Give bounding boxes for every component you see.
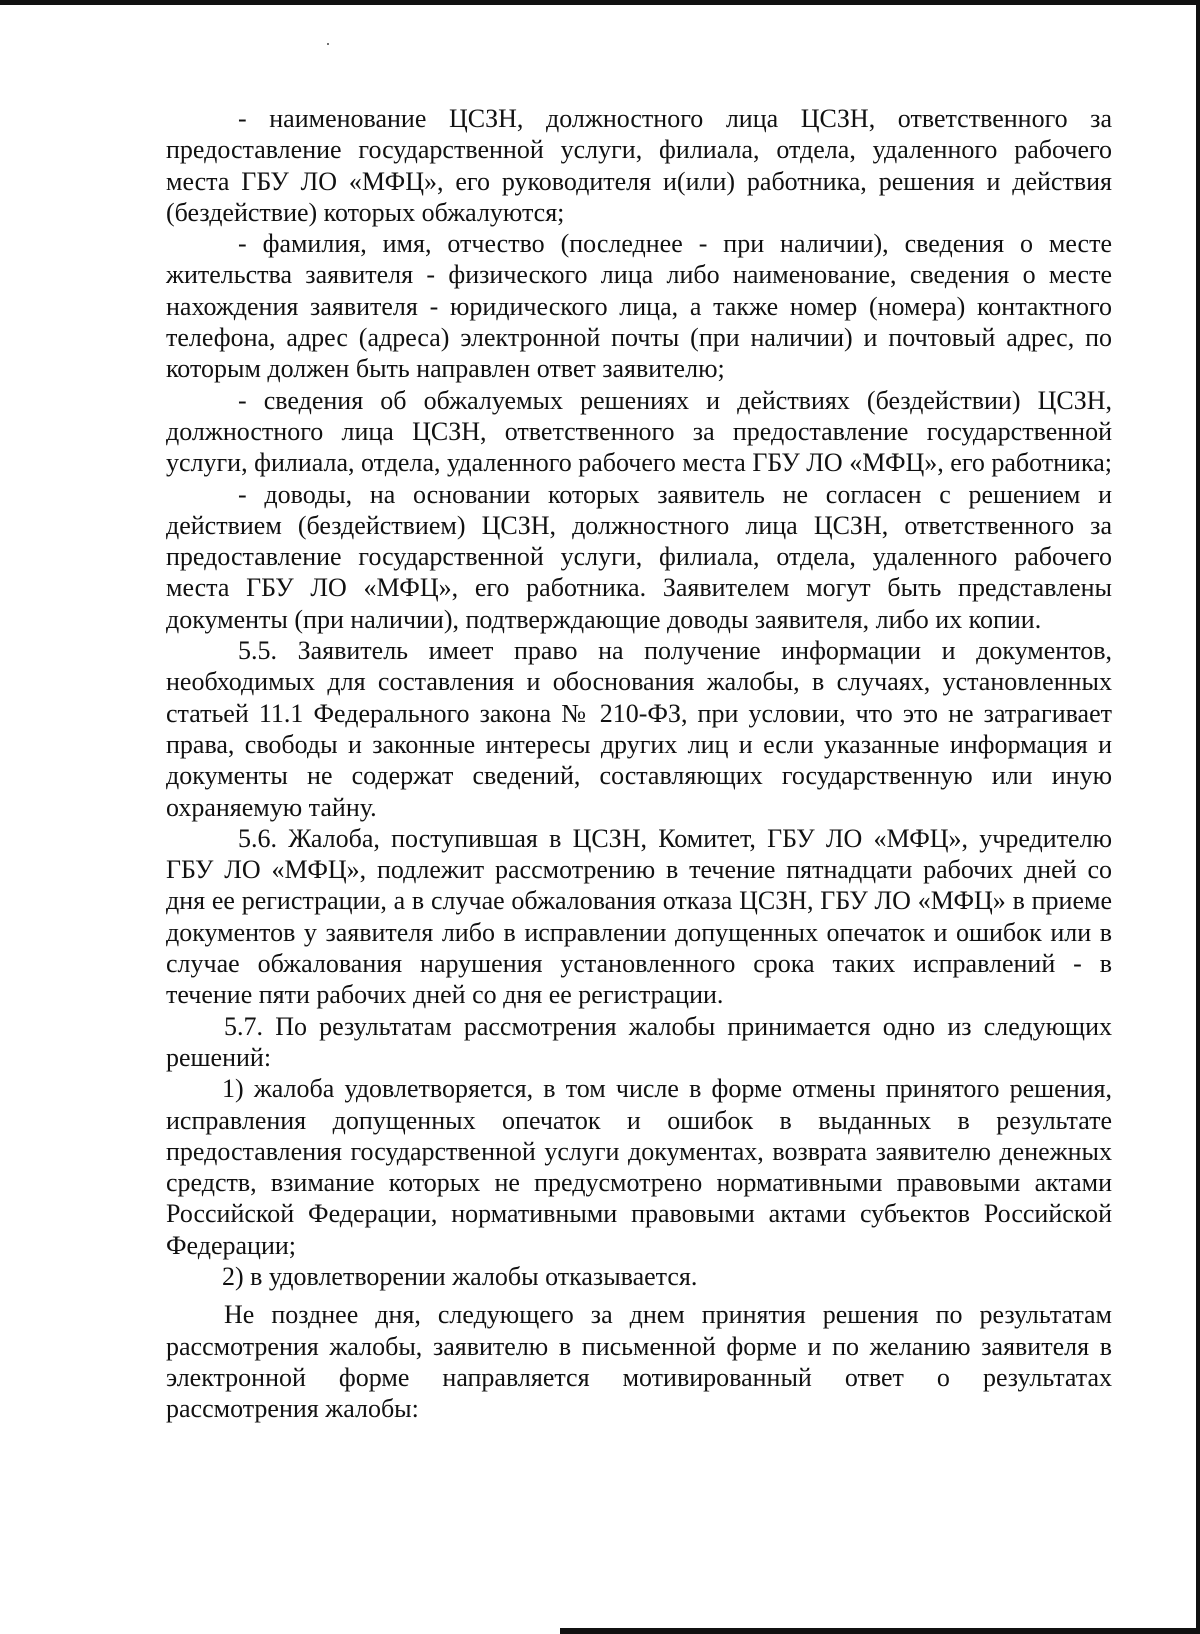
scan-border-bottom [560, 1628, 1200, 1634]
paragraph-section-5-7: 5.7. По результатам рассмотрения жалобы принимается одно из следующих решений: [166, 1011, 1112, 1072]
paragraph-appealed-actions: - сведения об обжалуемых решениях и действиях (бездействии) ЦСЗН, должностного лица ЦСЗН, ответственного за предоставление государственной услуги, филиала, отдела, удаленного рабочего места ГБУ ЛО «МФЦ», его работника; [166, 385, 1112, 478]
scan-border-top [0, 0, 1200, 5]
paragraph-decision-1: 1) жалоба удовлетворяется, в том числе в форме отмены принятого решения, исправления допущенных опечаток и ошибок в выданных в результате предоставления государственной услуги документах, возврата заявителю денежных средств, взимание которых не предусмотрено нормативными правовыми актами Российской Федерации, нормативными правовыми актами субъектов Российской Федерации; [166, 1074, 1112, 1260]
paragraph-section-5-6: 5.6. Жалоба, поступившая в ЦСЗН, Комитет, ГБУ ЛО «МФЦ», учредителю ГБУ ЛО «МФЦ», подлежит рассмотрению в течение пятнадцати рабочих дней со дня ее регистрации, а в случае обжалования отказа ЦСЗН, ГБУ ЛО «МФЦ» в приеме документов у заявителя либо в исправлении допущенных опечаток и ошибок или в случае обжалования нарушения установленного срока таких исправлений - в течение пяти рабочих дней со дня ее регистрации. [166, 823, 1112, 1010]
scan-border-right [1196, 0, 1200, 1634]
paragraph-arguments: - доводы, на основании которых заявитель не согласен с решением и действием (бездействием) ЦСЗН, должностного лица ЦСЗН, ответственного за предоставление государственной услуги, филиала, отдела, удаленного рабочего места ГБУ ЛО «МФЦ», его работника. Заявителем могут быть представлены документы (при наличии), подтверждающие доводы заявителя, либо их копии. [166, 479, 1112, 634]
paragraph-complaint-subject: - наименование ЦСЗН, должностного лица ЦСЗН, ответственного за предоставление государственной услуги, филиала, отдела, удаленного рабочего места ГБУ ЛО «МФЦ», его руководителя и(или) работника, решения и действия (бездействие) которых обжалуются; [166, 104, 1112, 227]
document-body [166, 103, 1112, 1424]
paragraph-applicant-details: - фамилия, имя, отчество (последнее - при наличии), сведения о месте жительства заявителя - физического лица либо наименование, сведения о месте нахождения заявителя - юридического лица, а также номер (номера) контактного телефона, адрес (адреса) электронной почты (при наличии) и почтовый адрес, по которым должен быть направлен ответ заявителю; [166, 229, 1112, 384]
paragraph-decision-2: 2) в удовлетворении жалобы отказывается. [222, 1261, 698, 1291]
scan-speck [327, 43, 329, 45]
paragraph-response-deadline: Не позднее дня, следующего за днем принятия решения по результатам рассмотрения жалобы, заявителю в письменной форме и по желанию заявителя в электронной форме направляется мотивированный ответ о результатах рассмотрения жалобы: [166, 1300, 1112, 1424]
paragraph-section-5-5: 5.5. Заявитель имеет право на получение информации и документов, необходимых для составления и обоснования жалобы, в случаях, установленных статьей 11.1 Федерального закона № 210-ФЗ, при условии, что это не затрагивает права, свободы и законные интересы других лиц и если указанные информация и документы не содержат сведений, составляющих государственную или иную охраняемую тайну. [166, 636, 1112, 822]
